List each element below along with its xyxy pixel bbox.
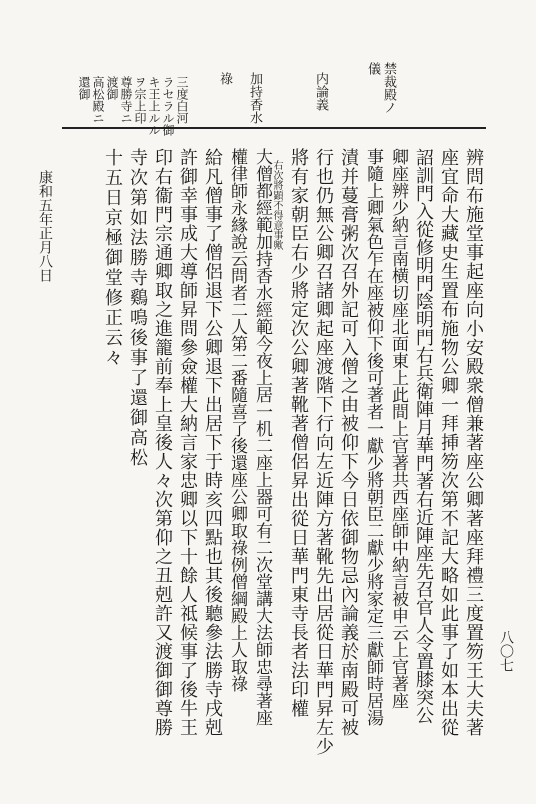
body-column: 印右衞門宗通卿取之進籠前奉上皇後人々次第仰之丑剋許又渡御御尊勝 (152, 148, 173, 737)
body-column: 許御幸事成大導師昇問參僉權大納言家忠卿以下十餘人祗候事了後牛王 (177, 148, 198, 737)
body-column: 給凡僧事了僧侶退下公卿退下出居下于時亥四點也其後聽參法勝寺戌剋 (202, 148, 223, 737)
header-item: 尊勝寺ニ (119, 76, 133, 124)
header-item: 儀 (365, 62, 380, 75)
page-number: 八〇七 (498, 630, 514, 672)
header-item: 高松殿ニ (91, 76, 105, 124)
header-item: キ王上ルル (147, 76, 161, 136)
body-column: 座宜命大藏史生置布施物公卿一拜挿笏次第不記大略如此事了如本出從 (438, 148, 459, 737)
body-column: 辨問布施堂事起座向小安殿衆僧兼著座公卿著座拜禮三度置笏王大夫著 (463, 148, 484, 737)
body-column: 行也仍無公卿召諸卿起座渡階下行向左近陣方著靴先出居從日華門昇左少 (313, 148, 334, 756)
header-item: ラセラル御 (161, 76, 175, 136)
body-column: 事隨上卿氣色乍在座被仰下後可著者一獻少將朝臣二獻少將家定三獻師時居湯 (363, 148, 383, 726)
body-column: 漬并蔓膏粥次召外記可入僧之由被仰下今日依御物忌內論義於南殿可被 (338, 148, 359, 737)
body-column: 權律師永緣說云問者二人第二番隨喜了後還座公卿取祿例僧綱殿上人取祿 (227, 148, 247, 692)
header-item: 禁裁殿ノ (381, 62, 396, 114)
header-item: 三度白河 (175, 76, 189, 124)
body-column: 寺次第如法勝寺鷄鳴後事了還御高松 (127, 148, 148, 468)
body-column: 卿座辨少納言南横切座北面東上此間上官著共西座師中納言被申云上官著座 (388, 148, 408, 709)
body-column: 大僧都經範加持香水經範今夜上居一机二座上器可有二次堂講大法師忠尋著座 (252, 148, 272, 726)
body-column: 十五日京極御堂修正云々 (102, 148, 123, 368)
body-column: 右次將顕不得意事歟 (271, 160, 282, 250)
header-item: 祿 (217, 72, 232, 85)
header-item: ヲ宗上印 (133, 76, 147, 124)
date-line: 康和五年正月八日 (37, 170, 53, 282)
header-item: 還御 (77, 76, 91, 100)
header-item: 内論義 (313, 72, 328, 111)
header-item: 渡御 (105, 76, 119, 100)
body-column: 將有家朝臣右少將定次公卿著靴著僧侶昇出從日華門東寺長者法印權 (288, 148, 309, 718)
header-divider (62, 127, 486, 129)
header-item: 加持香水 (247, 72, 262, 124)
body-column: 詔訓門入從修明門陰明門右兵衛陣月華門著右近陣座先召官人令置膝突公 (413, 148, 434, 724)
